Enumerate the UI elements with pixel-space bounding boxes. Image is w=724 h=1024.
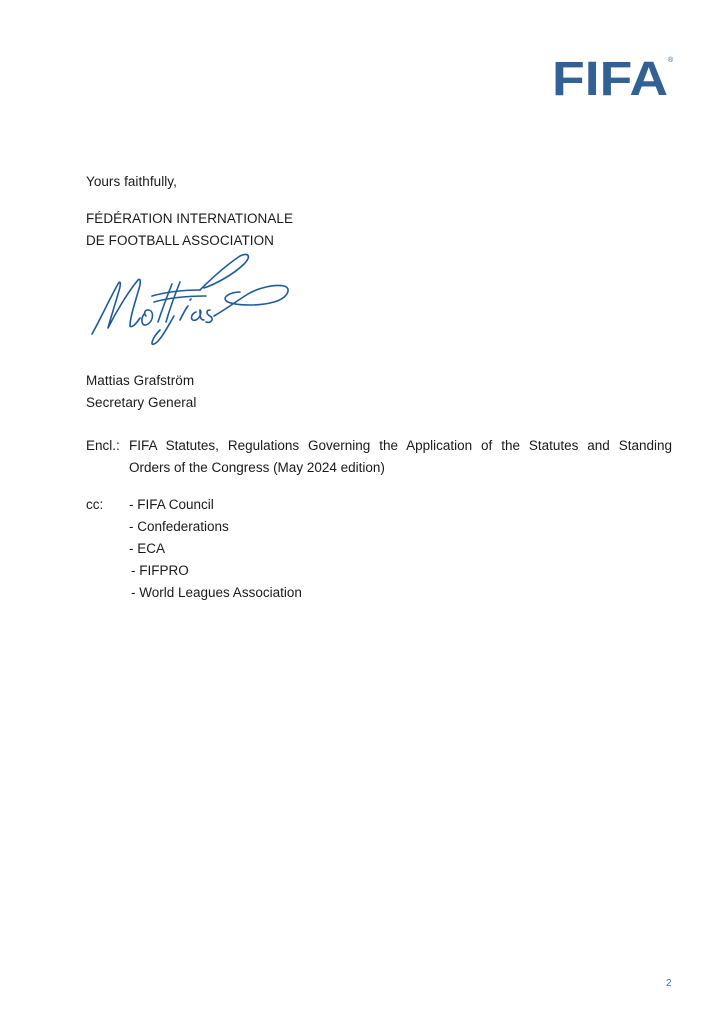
organization-line-1: FÉDÉRATION INTERNATIONALE	[86, 211, 294, 226]
cc-recipient: - World Leagues Association	[131, 585, 302, 600]
organization-name	[86, 208, 293, 252]
cc-label: cc:	[86, 497, 104, 512]
logo-text: FIFA	[552, 54, 668, 98]
closing-salutation: Yours faithfully,	[86, 174, 177, 189]
signer-block	[86, 370, 196, 414]
registered-mark: ®	[668, 57, 674, 64]
cc-recipient: - FIFPRO	[131, 563, 189, 578]
handwritten-signature	[88, 250, 290, 346]
signer-title: Secretary General	[86, 395, 197, 410]
organization-line-2: DE FOOTBALL ASSOCIATION	[86, 233, 274, 248]
cc-recipient: - ECA	[129, 541, 166, 556]
page-number: 2	[666, 978, 672, 989]
enclosure-label: Encl.:	[86, 438, 120, 453]
enclosure-line-2: Orders of the Congress (May 2024 edition)	[129, 460, 385, 475]
enclosure-line-1: FIFA Statutes, Regulations Governing the Application of the Statutes and Standing	[129, 438, 672, 453]
enclosure-text	[129, 435, 672, 479]
fifa-logo	[552, 54, 674, 98]
cc-recipient: - FIFA Council	[129, 497, 214, 512]
cc-recipient-list	[129, 494, 302, 604]
cc-recipient: - Confederations	[129, 519, 229, 534]
signer-name: Mattias Grafström	[86, 373, 195, 388]
